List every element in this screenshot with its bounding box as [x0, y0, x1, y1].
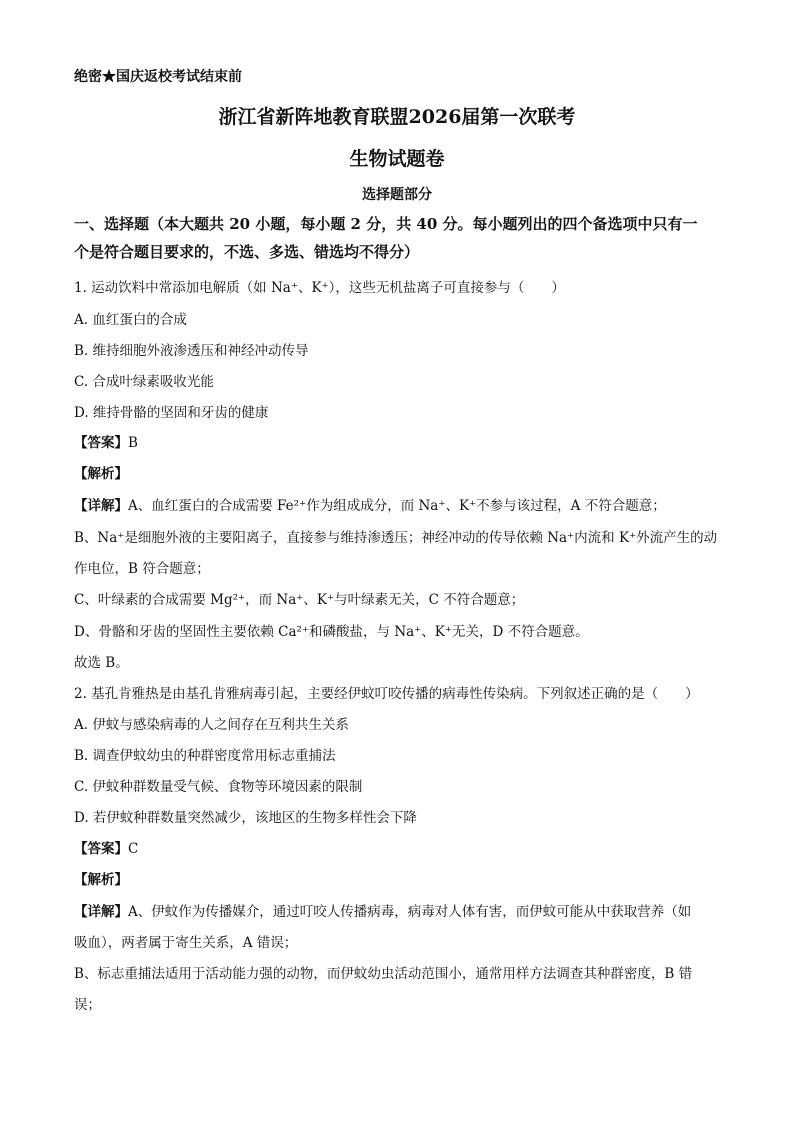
q2-detail-tag: 【详解】 — [74, 904, 128, 920]
q2-option-c: C. 伊蚊种群数量受气候、食物等环境因素的限制 — [74, 779, 363, 795]
q1-detail-1: A、血红蛋白的合成需要 Fe²⁺作为组成成分，而 Na⁺、K⁺不参与该过程，A 不符合题意； — [128, 498, 666, 514]
exam-title: 浙江省新阵地教育联盟2026届第一次联考 — [218, 106, 576, 128]
q1-stem: 1. 运动饮料中常添加电解质（如 Na⁺、K⁺），这些无机盐离子可直接参与（ ） — [74, 280, 565, 296]
q1-detail-4: C、叶绿素的合成需要 Mg²⁺，而 Na⁺、K⁺与叶绿素无关，C 不符合题意； — [74, 592, 525, 608]
section-line-1: 一、选择题（本大题共 20 小题，每小题 2 分，共 40 分。每小题列出的四个备选项中只有一 — [74, 215, 698, 233]
subject-title: 生物试题卷 — [349, 148, 445, 170]
section-line-2: 个是符合题目要求的，不选、多选、错选均不得分） — [74, 243, 420, 261]
confidential-label: 绝密★国庆返校考试结束前 — [74, 69, 242, 85]
q1-option-a: A. 血红蛋白的合成 — [74, 312, 187, 328]
q2-option-d: D. 若伊蚊种群数量突然减少，该地区的生物多样性会下降 — [74, 810, 417, 826]
q2-detail-4: 误； — [74, 997, 101, 1013]
q1-detail-2: B、Na⁺是细胞外液的主要阳离子，直接参与维持渗透压；神经冲动的传导依赖 Na⁺内流和 K⁺外流产生的动 — [74, 530, 718, 546]
q1-detail-5: D、骨骼和牙齿的坚固性主要依赖 Ca²⁺和磷酸盐，与 Na⁺、K⁺无关，D 不符合题意。 — [74, 624, 589, 640]
q1-option-b: B. 维持细胞外液渗透压和神经冲动传导 — [74, 343, 309, 359]
q1-detail-row-1 — [74, 494, 724, 514]
q1-answer-row — [74, 431, 724, 451]
q1-detail-tag: 【详解】 — [74, 498, 128, 514]
q1-analysis-tag: 【解析】 — [74, 466, 128, 482]
q1-detail-3: 作电位，B 符合题意； — [74, 561, 210, 577]
q2-answer-row — [74, 837, 724, 857]
q2-answer: C — [128, 841, 139, 857]
q1-option-d: D. 维持骨骼的坚固和牙齿的健康 — [74, 405, 269, 421]
part-title: 选择题部分 — [362, 187, 432, 203]
q1-conclusion: 故选 B。 — [74, 655, 129, 671]
q2-detail-3: B、标志重捕法适用于活动能力强的动物，而伊蚊幼虫活动范围小，通常用样方法调查其种群密度，B 错 — [74, 966, 693, 982]
q1-option-c: C. 合成叶绿素吸收光能 — [74, 374, 214, 390]
q2-detail-row-1 — [74, 900, 724, 920]
q1-answer: B — [128, 435, 138, 451]
q2-detail-1: A、伊蚊作为传播媒介，通过叮咬人传播病毒，病毒对人体有害，而伊蚊可能从中获取营养（如 — [128, 904, 692, 920]
q2-detail-2: 吸血），两者属于寄生关系，A 错误； — [74, 935, 298, 951]
q2-answer-tag: 【答案】 — [74, 841, 128, 857]
q2-stem: 2. 基孔肯雅热是由基孔肯雅病毒引起，主要经伊蚊叮咬传播的病毒性传染病。下列叙述正确的是（ ） — [74, 686, 699, 702]
q2-option-a: A. 伊蚊与感染病毒的人之间存在互利共生关系 — [74, 717, 349, 733]
q2-analysis-tag: 【解析】 — [74, 872, 128, 888]
q2-option-b: B. 调查伊蚊幼虫的种群密度常用标志重捕法 — [74, 748, 336, 764]
section-instructions — [74, 210, 724, 266]
q1-answer-tag: 【答案】 — [74, 435, 128, 451]
